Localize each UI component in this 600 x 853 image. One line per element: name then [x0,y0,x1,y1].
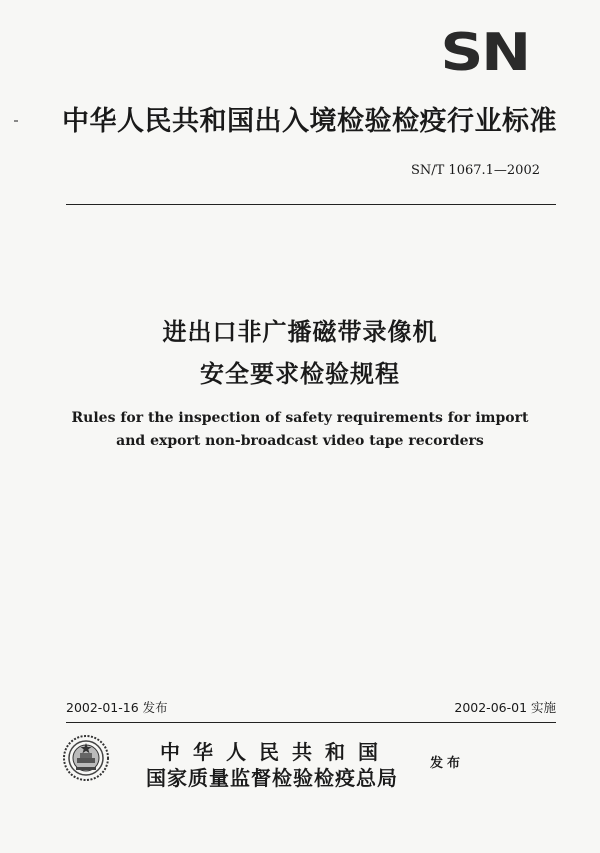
cn-title-line-2: 安全要求检验规程 [200,360,400,388]
top-divider [66,204,556,205]
standard-number: SN/T 1067.1—2002 [410,163,540,178]
issuer-country: 中华人民共和国 [160,740,391,764]
national-emblem-icon [62,734,110,782]
bottom-divider [66,722,556,723]
en-title-line-1: Rules for the inspection of safety requirements for import [71,410,529,426]
industry-standard-title: 中华人民共和国出入境检验检疫行业标准 [62,106,557,137]
issuer-agency: 国家质量监督检验检疫总局 [146,766,398,790]
implementation-date: 2002-06-01 实施 [454,700,556,715]
scan-speck [14,120,18,122]
issue-date: 2002-01-16 发布 [66,700,168,715]
en-title-line-2: and export non-broadcast video tape recorders [116,433,484,449]
publish-label: 发布 [430,756,465,771]
cn-title-line-1: 进出口非广播磁带录像机 [162,318,438,346]
sn-logo: SN [440,23,529,83]
